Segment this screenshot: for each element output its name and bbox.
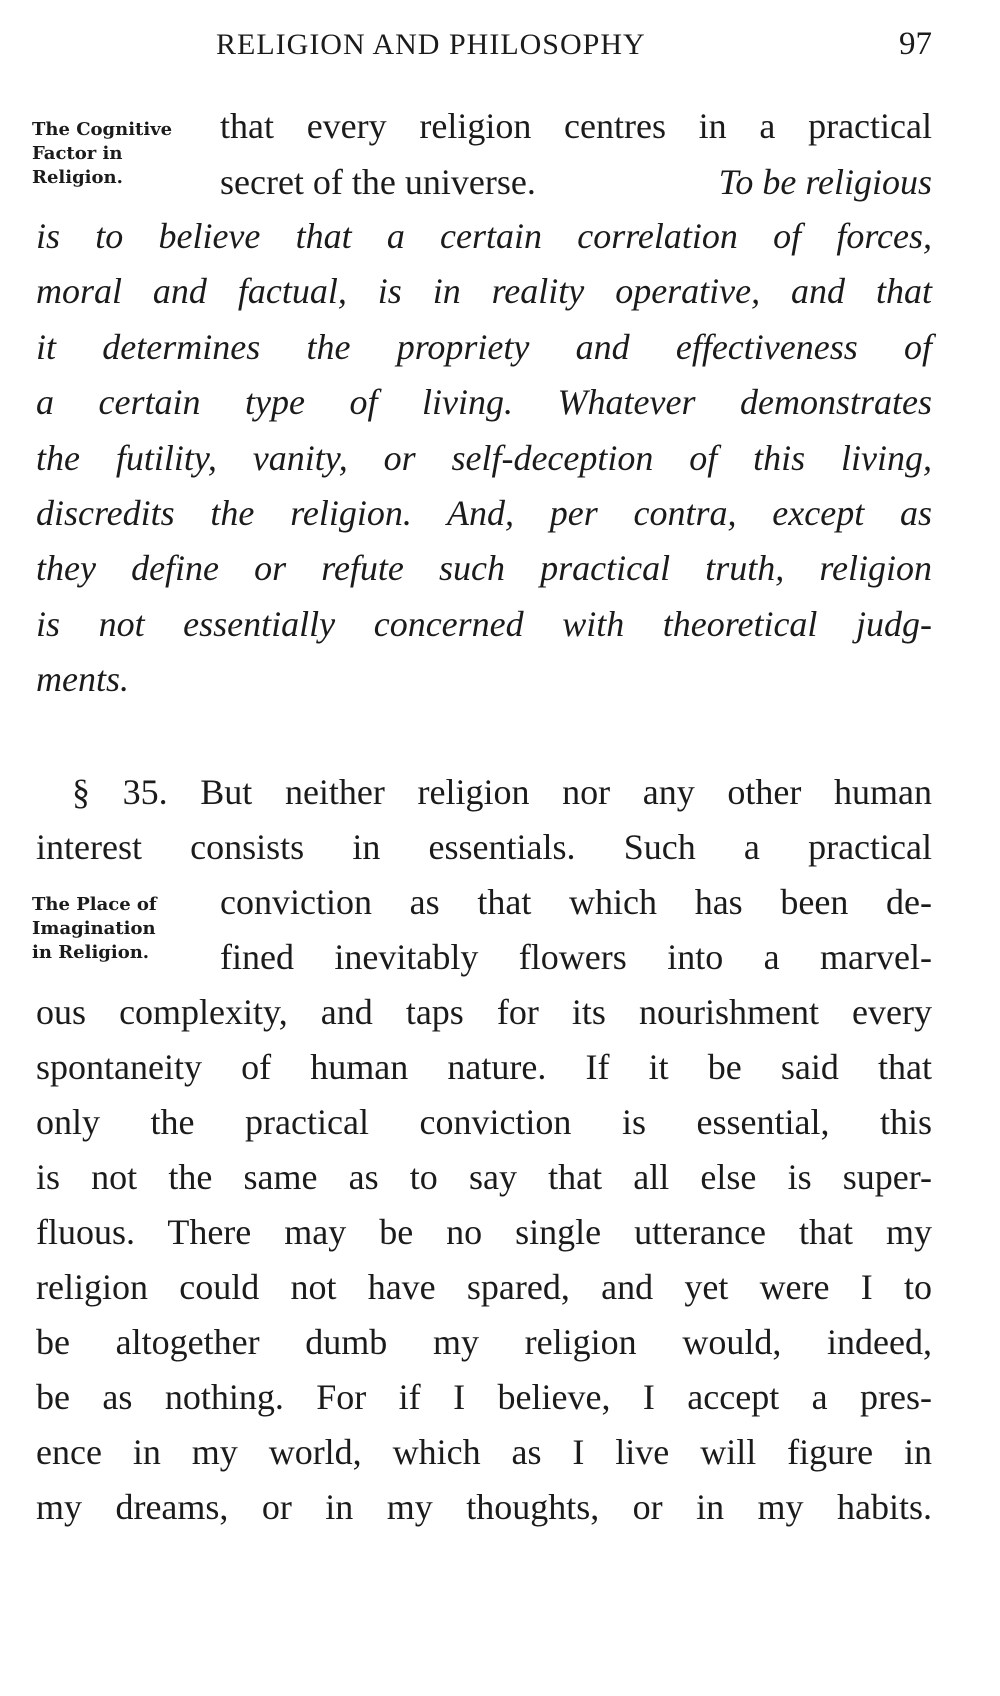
text-line: religion could not have spared, and yet were I to [36, 1267, 932, 1307]
text-line: is to believe that a certain correlation of forces, [36, 216, 932, 256]
text-line: only the practical conviction is essential, this [36, 1102, 932, 1142]
text-line: it determines the propriety and effectiveness of [36, 327, 932, 367]
sidenote-line: in Religion. [32, 942, 150, 963]
text-line: interest consists in essentials. Such a practical [36, 827, 932, 867]
text-line: be altogether dumb my religion would, indeed, [36, 1322, 932, 1362]
text-line: conviction as that which has been de- [220, 882, 932, 922]
text-line: ence in my world, which as I live will figure in [36, 1432, 932, 1472]
sidenote-line: The Cognitive [32, 119, 173, 140]
sidenote-imagination [32, 893, 202, 965]
sidenote-cognitive-factor [32, 118, 202, 190]
text-line: the futility, vanity, or self-deception of this living, [36, 438, 932, 478]
text-line: a certain type of living. Whatever demonstrates [36, 382, 932, 422]
running-title: RELIGION AND PHILOSOPHY [216, 28, 646, 61]
text-line [220, 160, 932, 204]
text-line: ous complexity, and taps for its nourishment every [36, 992, 932, 1032]
page-number: 97 [899, 26, 932, 62]
text-line: ments. [36, 659, 129, 699]
sidenote-line: Factor in [32, 143, 123, 164]
text-segment-italic: To be religious [718, 162, 932, 202]
text-line: § 35. But neither religion nor any other human [72, 772, 932, 812]
sidenote-line: Religion. [32, 167, 123, 188]
sidenote-line: The Place of [32, 894, 157, 915]
text-line: be as nothing. For if I believe, I accept a pres- [36, 1377, 932, 1417]
text-segment: secret of the universe. [220, 162, 536, 202]
text-line: fluous. There may be no single utterance that my [36, 1212, 932, 1252]
text-line: discredits the religion. And, per contra, except as [36, 493, 932, 533]
text-line: fined inevitably flowers into a marvel- [220, 937, 932, 977]
page-header [0, 28, 1000, 80]
text-line: is not the same as to say that all else is super- [36, 1157, 932, 1197]
text-line: is not essentially concerned with theoretical judg- [36, 604, 932, 644]
text-line: my dreams, or in my thoughts, or in my habits. [36, 1487, 932, 1527]
text-line: moral and factual, is in reality operative, and that [36, 271, 932, 311]
text-line: they define or refute such practical truth, religion [36, 548, 932, 588]
text-line: that every religion centres in a practical [220, 106, 932, 146]
text-line: spontaneity of human nature. If it be said that [36, 1047, 932, 1087]
sidenote-line: Imagination [32, 918, 156, 939]
